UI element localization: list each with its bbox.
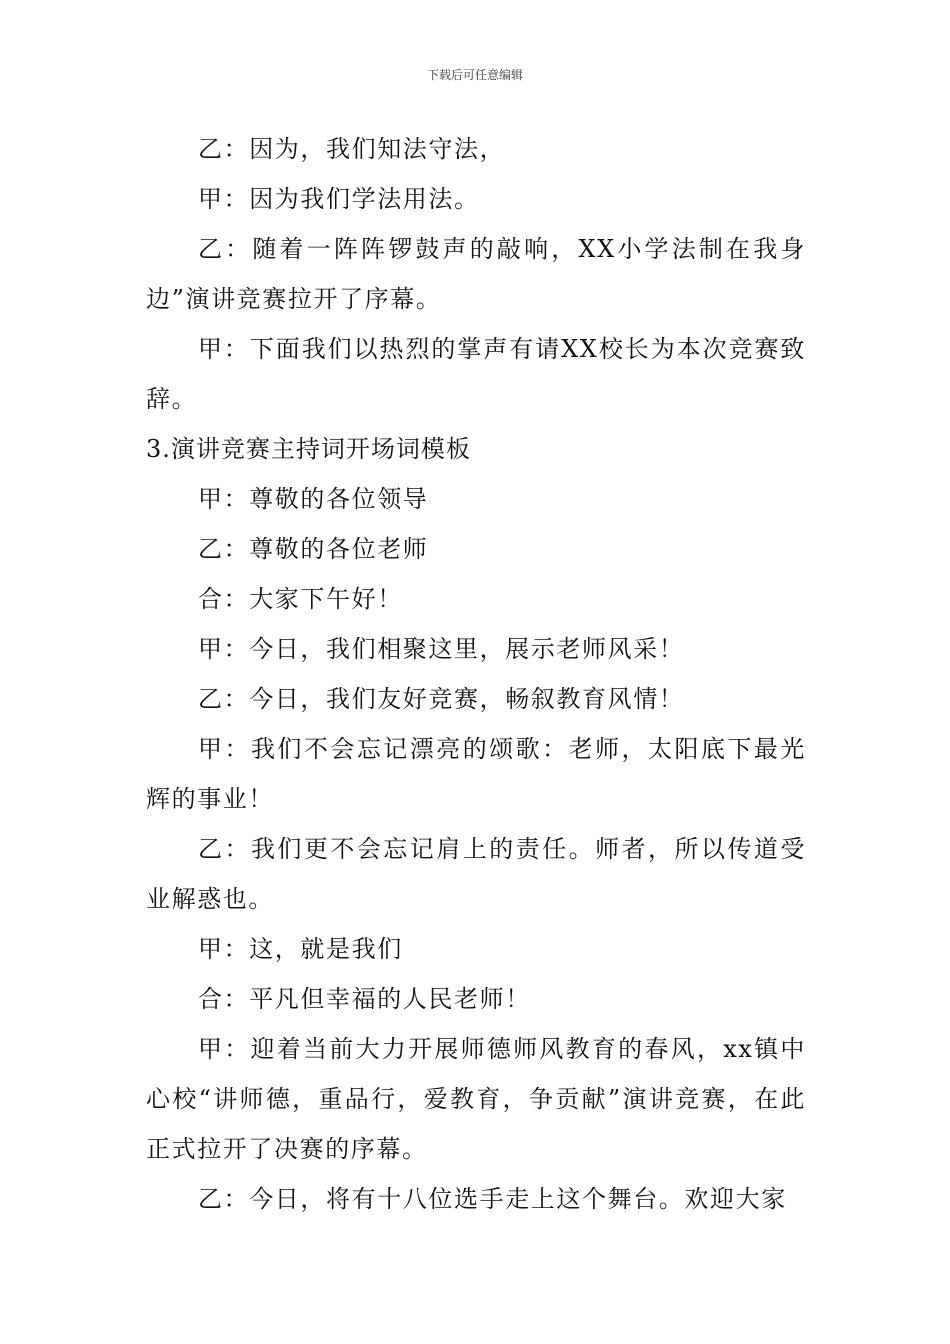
dialogue-line: 甲：今日，我们相聚这里，展示老师风采！ — [198, 635, 685, 663]
dialogue-line: 甲：因为我们学法用法。 — [198, 185, 480, 213]
page-header: 下载后可任意编辑 — [426, 68, 523, 82]
dialogue-line: 甲：迎着当前大力开展师德师风教育的春风，xx镇中心校“讲师德，重品行，爱教育，争贡献”演讲竞赛，在此正式拉开了决赛的序幕。 — [146, 1035, 806, 1163]
dialogue-line: 甲：尊敬的各位领导 — [198, 485, 429, 513]
dialogue-line: 乙：今日，将有十八位选手走上这个舞台。欢迎大家 — [198, 1185, 787, 1213]
dialogue-line: 乙：我们更不会忘记肩上的责任。师者，所以传道受业解惑也。 — [146, 835, 806, 913]
dialogue-line: 甲：这，就是我们 — [198, 935, 403, 963]
document-body — [146, 124, 806, 1224]
dialogue-line: 甲：下面我们以热烈的掌声有请XX校长为本次竞赛致辞。 — [146, 335, 806, 413]
dialogue-line: 乙：今日，我们友好竞赛，畅叙教育风情！ — [198, 685, 685, 713]
dialogue-line: 甲：我们不会忘记漂亮的颂歌：老师，太阳底下最光辉的事业！ — [146, 735, 806, 813]
dialogue-line: 乙：因为，我们知法守法， — [198, 135, 506, 163]
section-heading: 3.演讲竞赛主持词开场词模板 — [146, 435, 471, 463]
dialogue-line: 合：大家下午好！ — [198, 585, 403, 613]
dialogue-line: 乙：随着一阵阵锣鼓声的敲响，XX小学法制在我身边”演讲竞赛拉开了序幕。 — [146, 235, 806, 313]
dialogue-line: 乙：尊敬的各位老师 — [198, 535, 429, 563]
dialogue-line: 合：平凡但幸福的人民老师！ — [198, 985, 531, 1013]
